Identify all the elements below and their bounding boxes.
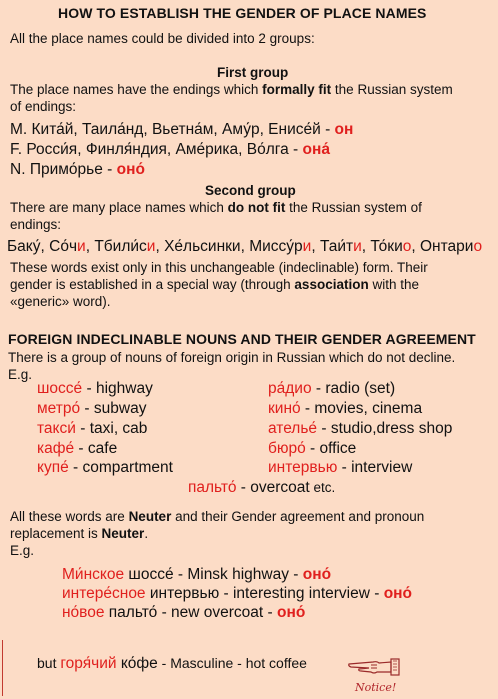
place-name: Миссу́ри [249,238,312,255]
intro-text: All the place names could be divided into 2 groups: [10,31,315,46]
place-name: Таи́ти [319,238,362,255]
notice-label: Notice! [355,681,397,694]
footer-text: but горя́чий ко́фе - Masculine - hot coffee [37,655,307,672]
first-group-heading: First group [217,65,289,80]
foreign-desc: There is a group of nouns of foreign origin in Russian which do not decline. [8,350,456,365]
noun-pair: ра́дио - radio (set) [268,380,396,397]
noun-pair: такси́ - taxi, cab [37,420,148,437]
place-name: Онтарио [419,238,483,255]
place-name: То́кио [370,238,412,255]
noun-pair: шоссе́ - highway [37,380,153,397]
second-group-desc-2: endings: [10,217,62,232]
noun-pair: интервью - interview [268,459,413,476]
second-group-desc: There are many place names which do not fit the Russian system of [10,200,422,215]
second-group-heading: Second group [205,183,296,198]
first-group-desc: The place names have the endings which formally fit the Russian system [10,82,453,97]
margin-line [2,640,3,696]
place-names-list: Баку́, Со́чи, Тбили́си, Хе́льсинки, Миссу́ри, Таи́ти, То́кио, Онтарио [7,238,483,255]
agreement-example: интере́сное интервью - interesting interview - оно́ [62,585,413,602]
noun-pair-last: пальто́ - overcoat etc. [188,479,336,496]
second-group-note-2: gender is established in a special way (through association with the [10,277,419,292]
noun-pair: бюро́ - office [268,440,357,457]
noun-pair: ателье́ - studio,dress shop [268,420,453,437]
noun-pair: купе́ - compartment [37,459,173,476]
agreement-text-2: replacement is Neuter. [10,526,149,541]
noun-pair: кафе́ - cafe [37,440,118,457]
page-title: HOW TO ESTABLISH THE GENDER OF PLACE NAMES [58,5,427,21]
place-name: Баку́ [7,238,41,255]
agreement-text-1: All these words are Neuter and their Gender agreement and pronoun [10,509,425,524]
first-group-row-fem: F. Росси́я, Финля́ндия, Аме́рика, Во́лга - она́ [10,141,330,158]
place-name: Со́чи [49,238,86,255]
second-group-note-1: These words exist only in this unchangeable (indeclinable) form. Their [10,260,428,275]
first-group-row-neut: N. Примо́рье - оно́ [10,161,145,178]
place-name: Хе́льсинки [164,238,241,255]
place-name: Тбили́си [94,238,156,255]
second-group-note-3: «generic» word). [10,294,111,309]
agreement-eg: E.g. [10,543,35,558]
noun-pair: метро́ - subway [37,400,147,417]
first-group-row-masc: M. Кита́й, Таила́нд, Вьетна́м, Аму́р, Енисе́й - он [10,121,354,138]
foreign-heading: FOREIGN INDECLINABLE NOUNS AND THEIR GENDER AGREEMENT [8,331,476,347]
agreement-example: но́вое пальто́ - new overcoat - оно́ [62,604,306,621]
foreign-eg: E.g. [8,367,33,382]
noun-pair: кино́ - movies, cinema [268,400,423,417]
agreement-example: Ми́нское шоссе́ - Minsk highway - оно́ [62,566,332,583]
pointing-hand-icon [347,652,403,678]
first-group-desc-2: of endings: [10,99,77,114]
